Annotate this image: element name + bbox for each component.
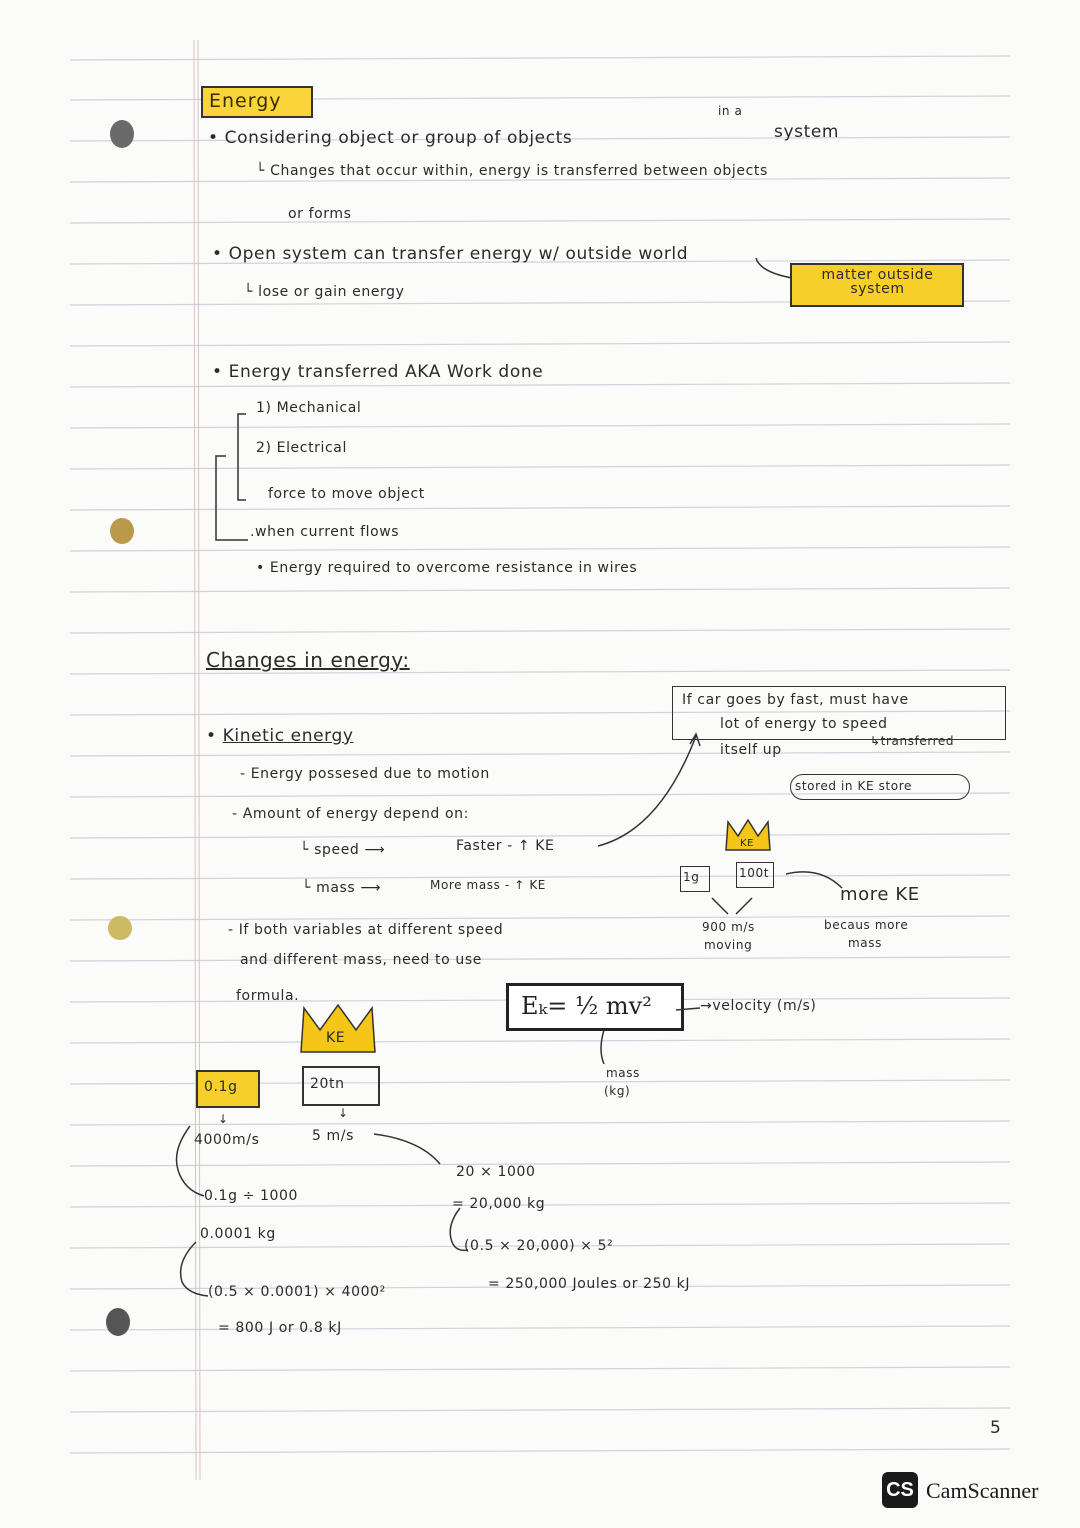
- ke-formula: Eₖ= ½ mv²: [521, 992, 652, 1020]
- page-number: 5: [990, 1418, 1002, 1438]
- calc-20x1000: 20 × 1000: [456, 1164, 536, 1180]
- car-note-line1: If car goes by fast, must have: [682, 692, 909, 708]
- kinetic-line1: - Energy possesed due to motion: [240, 766, 490, 782]
- sub-changes-cont: or forms: [288, 206, 352, 222]
- car-note-line3: itself up: [720, 742, 782, 758]
- calc-right-ke: (0.5 × 20,000) × 5²: [464, 1238, 614, 1254]
- car-note-transferred: ↳transferred: [870, 734, 955, 748]
- bullet-open-system: • Open system can transfer energy w/ outside world: [212, 244, 689, 264]
- right-note1: more KE: [840, 884, 920, 905]
- kinetic-speed-note: Faster - ↑ KE: [456, 838, 555, 854]
- formula-mass: mass: [606, 1066, 640, 1080]
- item-electrical: 2) Electrical: [256, 440, 347, 456]
- box-100t: 100t: [736, 862, 774, 888]
- calc-0.0001kg: 0.0001 kg: [200, 1226, 276, 1242]
- kinetic-line2: - Amount of energy depend on:: [232, 806, 469, 822]
- calc-20000kg: = 20,000 kg: [452, 1196, 546, 1212]
- left-arrow1: ↓: [218, 1112, 229, 1126]
- bullet-considering: • Considering object or group of objects: [208, 128, 573, 148]
- right-moving: moving: [704, 938, 753, 952]
- camscanner-text: CamScanner: [926, 1478, 1039, 1503]
- left-arrow2: ↓: [338, 1106, 349, 1120]
- stored-ke-bubble: stored in KE store: [790, 774, 970, 800]
- formula-velocity: →velocity (m/s): [700, 998, 817, 1014]
- camscanner-logo: CS: [882, 1472, 918, 1508]
- bullet-energy-transferred: • Energy transferred AKA Work done: [212, 362, 544, 382]
- right-note2: becaus more: [824, 918, 909, 932]
- kinetic-mass-note: More mass - ↑ KE: [430, 878, 546, 892]
- formula-mass-unit: (kg): [604, 1084, 631, 1098]
- desc-current: .when current flows: [250, 524, 400, 540]
- insert-in-a: in a: [718, 104, 743, 118]
- right-velocity: 900 m/s: [702, 920, 755, 934]
- desc-force: force to move object: [268, 486, 425, 502]
- right-note3: mass: [848, 936, 882, 950]
- car-note-line2: lot of energy to speed: [720, 716, 888, 732]
- page-title: Energy: [209, 90, 282, 112]
- kinetic-line3: - If both variables at different speed: [228, 922, 504, 938]
- callout-matter-outside: matter outside system: [790, 263, 964, 307]
- left-v1: 4000m/s: [194, 1132, 260, 1148]
- sub-lose-gain: └ lose or gain energy: [244, 284, 405, 300]
- kinetic-speed: └ speed ⟶: [300, 842, 386, 858]
- calc-right-result: = 250,000 Joules or 250 kJ: [488, 1276, 691, 1292]
- box-0.1g: 0.1g: [196, 1070, 260, 1108]
- kinetic-line3b: and different mass, need to use: [240, 952, 482, 968]
- sub-changes: └ Changes that occur within, energy is transferred between objects: [256, 163, 768, 179]
- heading-changes-in-energy: Changes in energy:: [206, 648, 410, 672]
- item-mechanical: 1) Mechanical: [256, 400, 362, 416]
- crown-ke-label-left: KE: [326, 1030, 346, 1046]
- calc-left-result: = 800 J or 0.8 kJ: [218, 1320, 342, 1336]
- kinetic-line3c: formula.: [236, 988, 300, 1004]
- desc-resistance: • Energy required to overcome resistance in wires: [256, 560, 638, 576]
- calc-left-ke: (0.5 × 0.0001) × 4000²: [208, 1284, 386, 1300]
- bullet-system: system: [774, 122, 840, 142]
- box-20tn: 20tn: [302, 1066, 380, 1106]
- left-v2: 5 m/s: [312, 1128, 355, 1144]
- bullet-kinetic-energy: • Kinetic energy: [206, 726, 354, 746]
- kinetic-mass: └ mass ⟶: [302, 880, 382, 896]
- crown-ke-label: KE: [740, 838, 755, 849]
- box-1g: 1g: [680, 866, 710, 892]
- calc-0.1g: 0.1g ÷ 1000: [204, 1188, 299, 1204]
